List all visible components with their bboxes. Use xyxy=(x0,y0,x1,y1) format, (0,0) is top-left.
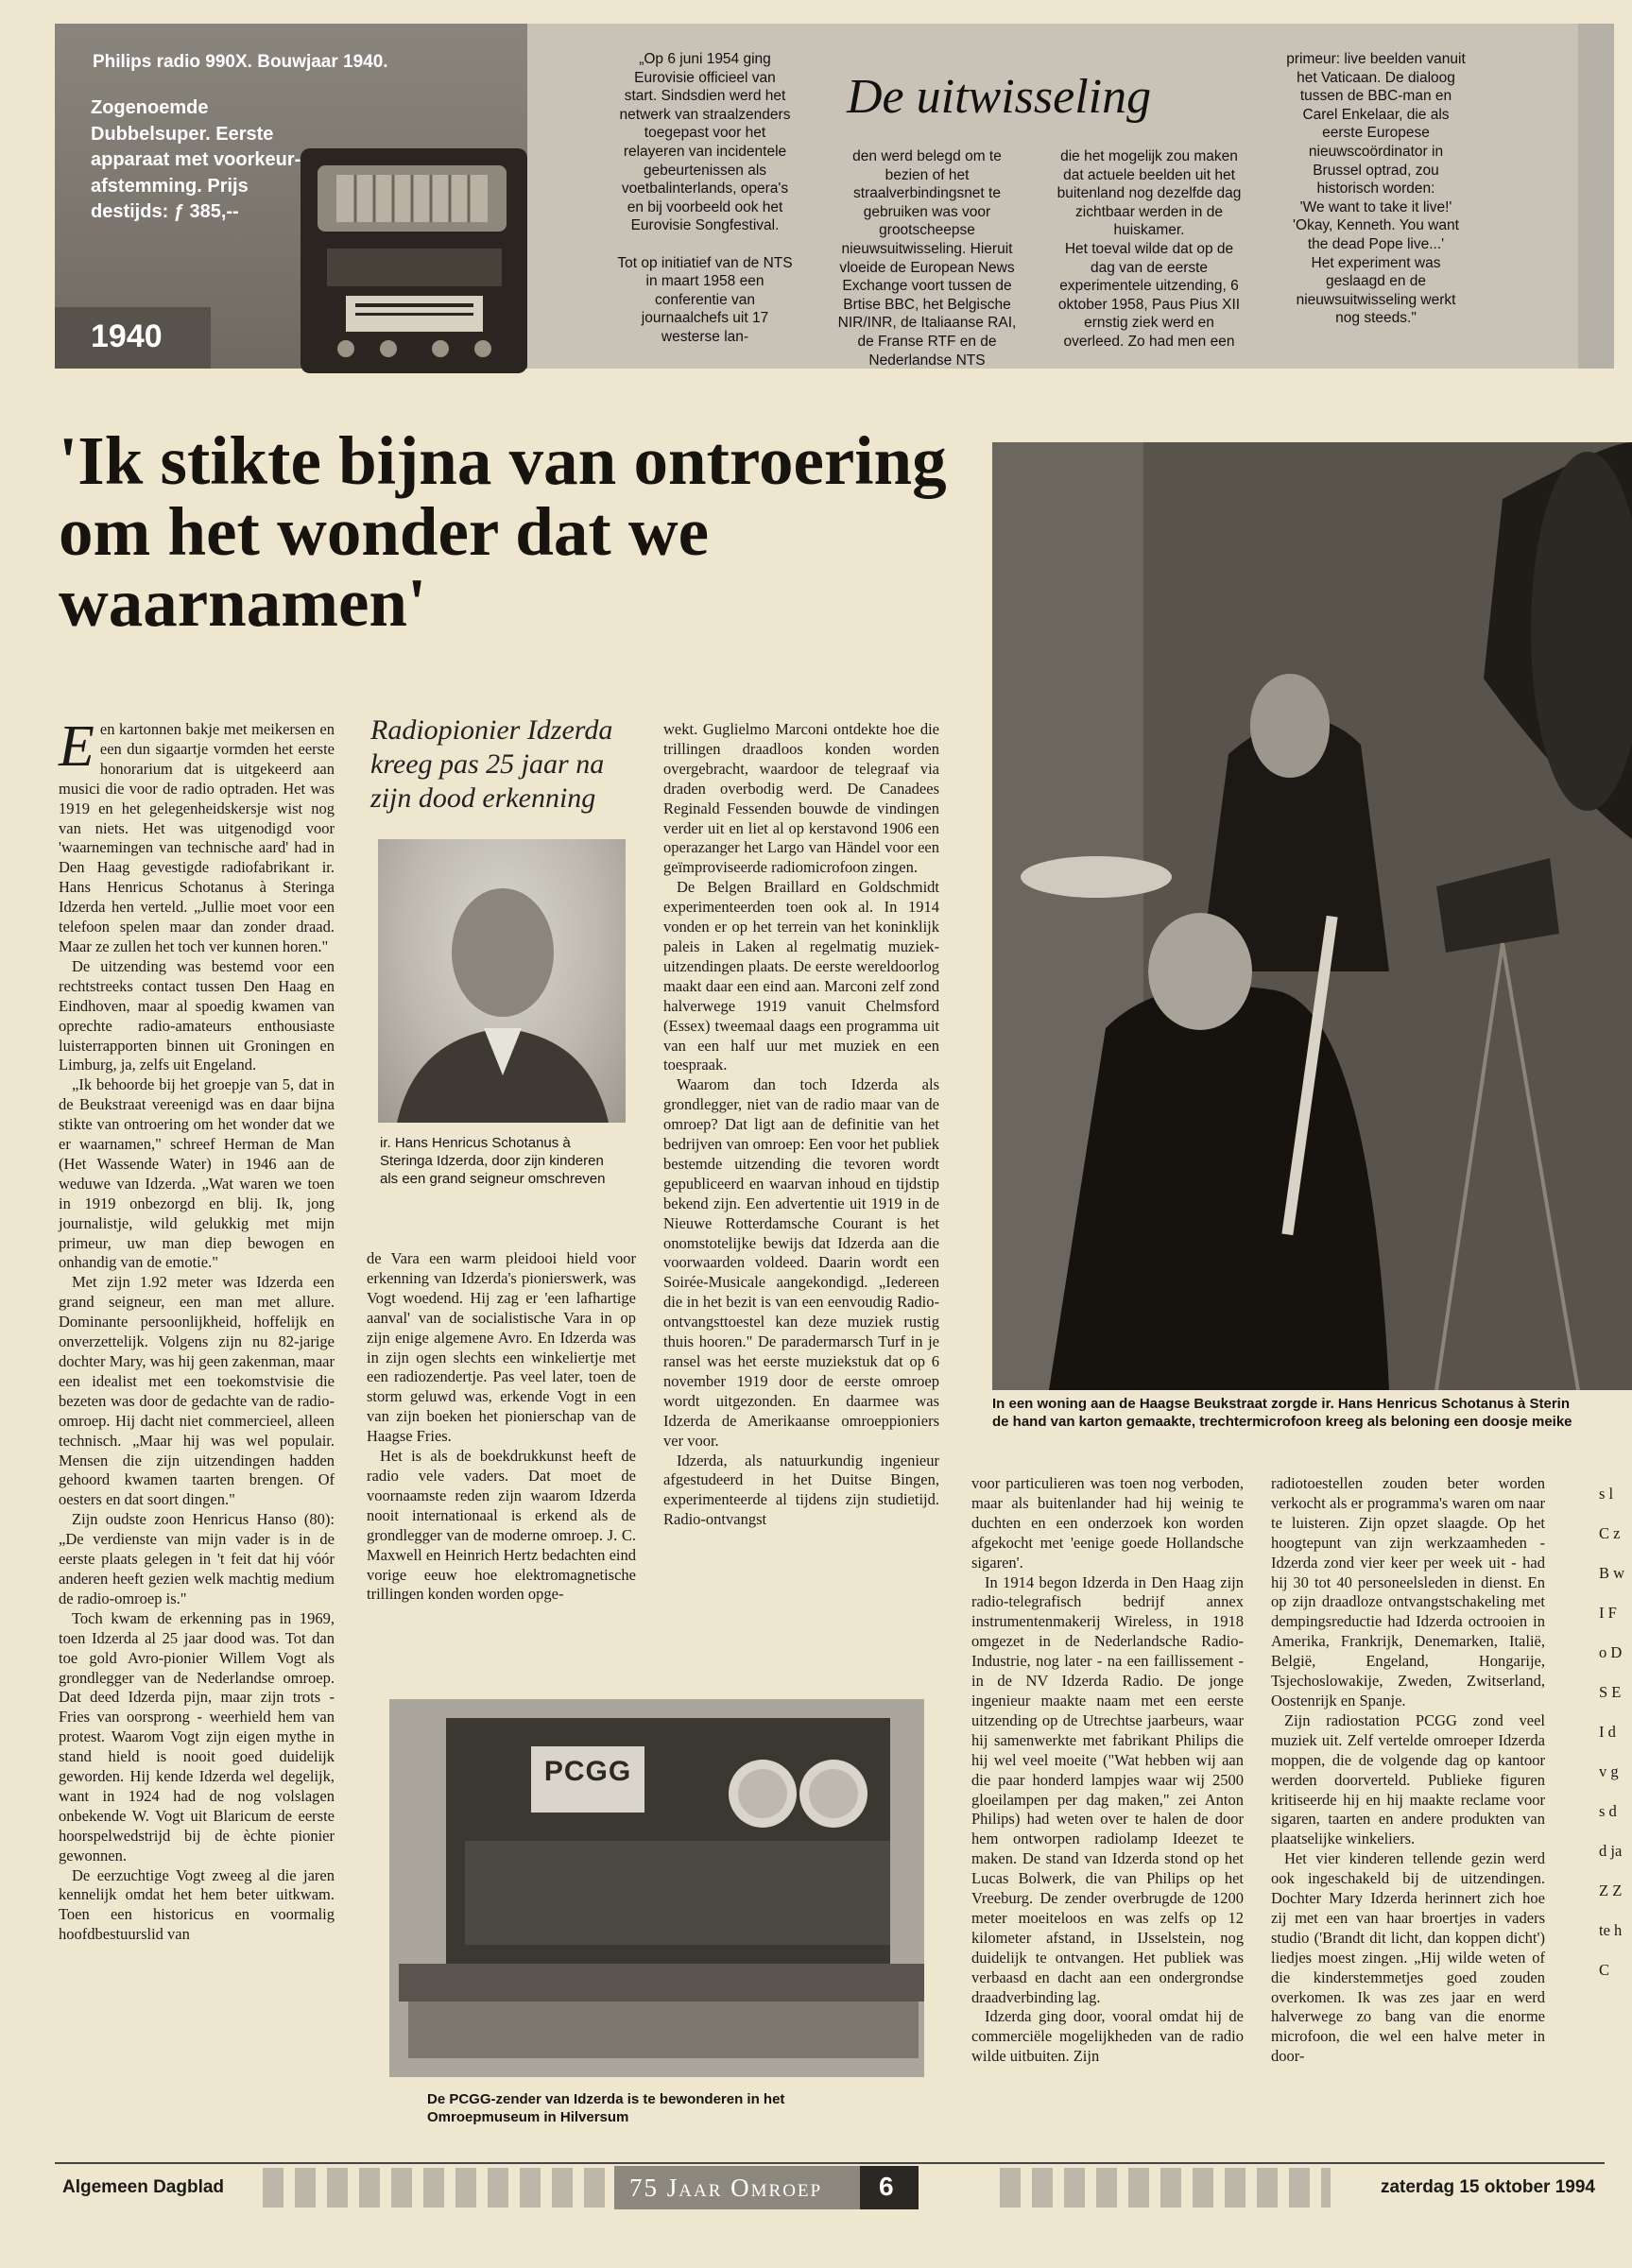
banner-col-4: primeur: live beelden vanuit het Vaticaan. De dialoog tussen de BBC-man en Carel Enkelaar, die als eerste Europese nieuwscoördinator in Brussel optrad, zou historisch worden: 'We want to take it live!' 'Okay, Kenneth. You want the dead Pope live...' Het experiment was geslaagd en de nieuwsuitwisseling werkt nog steeds." xyxy=(1286,51,1466,327)
article-column-2 xyxy=(367,1249,636,1605)
radio-photo-panel xyxy=(55,24,527,369)
footer-section-title: 75 Jaar Omroep xyxy=(629,2174,823,2202)
pcgg-transmitter-icon xyxy=(389,1699,924,2077)
banner-right-edge xyxy=(1578,24,1614,369)
footer-stripes-left xyxy=(263,2168,612,2208)
paragraph: De uitzending was bestemd voor een rechtstreeks contact tussen Den Haag en Eindhoven, maar al spoedig kwamen van oprechte radio-amateurs enthousiaste luisterrapporten binnen uit Groningen en Limburg, ja, zelfs uit Engeland. xyxy=(59,956,335,1074)
article-subhead: Radiopionier Idzerda kreeg pas 25 jaar na zijn dood erkenning xyxy=(370,714,613,814)
pcgg-sign: PCGG xyxy=(543,1756,632,1787)
paragraph: voor particulieren was toen nog verboden, maar als buitenlander had hij weinig te duchten en een onderzoek kon worden afgekocht met 'eenige goede Hollandsche sigaren'. xyxy=(971,1474,1244,1572)
footer-date: zaterdag 15 oktober 1994 xyxy=(1380,2177,1595,2197)
main-photo-caption: In een woning aan de Haagse Beukstraat zorgde ir. Hans Henricus Schotanus à Sterin de hand van karton gemaakte, trechtermicrofoon kreeg als beloning een doosje meike xyxy=(992,1396,1572,1430)
drop-cap: E xyxy=(59,714,94,779)
portrait-photo xyxy=(378,839,626,1123)
paragraph: Het is als de boekdrukkunst heeft de radio vele vaders. Dat moet de voornaamste reden zijn waarom Idzerda nooit internationaal is erkend als de grondlegger van de moderne omroep. J. C. Maxwell en Heinrich Hertz bedachten eind vorige eeuw hoe elektromagnetische trillingen konden worden opge- xyxy=(367,1447,636,1604)
transmitter-caption: De PCGG-zender van Idzerda is te bewonderen in het Omroepmuseum in Hilversum xyxy=(427,2091,785,2125)
page-footer xyxy=(55,2162,1605,2211)
banner-title: De uitwisseling xyxy=(847,70,1152,124)
radio-caption-line1: Philips radio 990X. Bouwjaar 1940. xyxy=(93,52,388,72)
footer-stripes-right xyxy=(1000,2168,1331,2208)
musicians-with-horn-microphone-icon xyxy=(992,442,1632,1390)
year-badge xyxy=(55,307,211,369)
article-column-3 xyxy=(663,720,939,1530)
paragraph: In 1914 begon Idzerda in Den Haag zijn radio-telegrafisch bedrijf annex instrumentenmakerij Wireless, in 1918 omgezet in de Nederlandsche Radio-Industrie, nog later - na een faillissement - in de NV Idzerda Radio. De jonge ingenieur maakte naam met een eerste uitzending op de Utrechtse jaarbeurs, waar hij samenwerkte met fabrikant Philips die hij wel veel moeite ("Wat hebben wij aan die paar honderd lampjes waar wij 2500 gloeilampen per dag maken," zei Anton Philips) had weten over te halen de door hem ontworpen radiolamp Ideezet te maken. De stand van Idzerda stond op het Lucas Bolwerk, die van Philips op het Vreeburg. De zender overbrugde de 1200 meter moeiteloos en was zelfs op 12 kilometer afstand, in IJsselstein, nog duidelijk te ontvangen. Het publiek was verbaasd en dacht aan een ondergrondse draadverbinding lag. xyxy=(971,1572,1244,2006)
transmitter-photo xyxy=(389,1699,924,2077)
paragraph: De eerzuchtige Vogt zweeg al die jaren kennelijk omdat het hem beter uitkwam. Toen een historicus en voormalig hoofdbestuurslid van xyxy=(59,1865,335,1944)
paragraph: Idzerda, als natuurkundig ingenieur afgestudeerd in het Duitse Bingen, experimenteerde al tijdens zijn studietijd. Radio-ontvangst xyxy=(663,1451,939,1529)
footer-page-number: 6 xyxy=(879,2172,894,2201)
portrait-caption: ir. Hans Henricus Schotanus à Steringa Idzerda, door zijn kinderen als een grand seigneur omschreven xyxy=(380,1135,606,1187)
paragraph: de Vara een warm pleidooi hield voor erkenning van Idzerda's pionierswerk, was Vogt woedend. Hij zag er 'een lafhartige aanval' van de socialistische Vara in op zijn enige algemene Avro. En Idzerda was in zijn ogen slechts een winkeliertje met een radiozendertje. Pas veel later, toen de storm geluwd was, erkende Vogt in een van zijn boeken het pionierschap van de Haagse Fries. xyxy=(367,1249,636,1446)
paragraph: Toch kwam de erkenning pas in 1969, toen Idzerda al 25 jaar dood was. Tot dan toe gold Avro-pionier Willem Vogt als grondlegger van de Nederlandse omroep. Dat deed Idzerda pijn, maar zijn trots - Fries van oorsprong - weerhield hem van protest. Waarom Vogt zijn eigen mythe in stand hield is nooit goed duidelijk geworden. Hij kende Idzerda wel degelijk, want in 1924 had de nog volslagen onbekende W. Vogt uit Blaricum de eerste hoorspelwedstrijd bij de èchte pionier gewonnen. xyxy=(59,1608,335,1864)
footer-page-box xyxy=(860,2166,919,2209)
footer-section-box xyxy=(614,2166,919,2209)
paragraph: „Ik behoorde bij het groepje van 5, dat in de Beukstraat vereenigd was en daar bijna stikte van ontroering om het wonder dat we er waarnamen," schreef Herman de Man (Het Wassende Water) in 1946 aan de weduwe van Idzerda. „Wat waren we toen in 1919 onbezorgd en blij. Ik, jong journalistje, wild gelukkig met mijn primeur, uw man diep bewogen en onhandig van de emotie." xyxy=(59,1075,335,1272)
article-column-1 xyxy=(59,714,335,1945)
main-photo xyxy=(992,442,1632,1390)
paragraph: Idzerda ging door, vooral omdat hij de commerciële mogelijkheden van de radio wilde uitbuiten. Zijn xyxy=(971,2007,1244,2066)
article-headline: 'Ik stikte bijna van ontroering om het wonder dat we waarnamen' xyxy=(59,422,947,641)
footer-paper-name: Algemeen Dagblad xyxy=(62,2177,225,2197)
article-column-5 xyxy=(1271,1474,1545,2067)
year-label: 1940 xyxy=(91,318,163,354)
paragraph: De Belgen Braillard en Goldschmidt experimenteerden toen ook al. In 1914 vonden er op het terrein van het koninklijk paleis in Laken al regelmatig muziek-uitzendingen plaats. De eerste wereldoorlog maakt daar een eind aan. Marconi zelf zond halverwege 1919 vanuit Chelmsford (Essex) tweemaal daags een programma uit van een half uur met muziek en een toespraak. xyxy=(663,878,939,1074)
banner-col-1: „Op 6 juni 1954 ging Eurovisie officieel van start. Sindsdien werd het netwerk van straalzenders toegepast voor het relayeren van incidentele gebeurtenissen als voetbalinterlands, opera's en bij voorbeeld ook het Eurovisie Songfestival. Tot op initiatief van de NTS in maart 1958 een conferentie van journaalchefs uit 17 westerse lan- xyxy=(617,51,793,345)
top-banner xyxy=(55,24,1614,369)
paragraph: Waarom dan toch Idzerda als grondlegger, niet van de radio maar van de omroep? Dat ligt aan de definitie van het bedrijven van omroep: Een voor het publiek bestemde uitzending die tevoren wordt gepubliceerd en waarvan inhoud en tijdstip bekend zijn. Een advertentie uit 1919 in de Nieuwe Rotterdamsche Courant is het onomstotelijke bewijs dat Idzerda aan die voorwaarden voldeed. Daarin wordt een Soirée-Musicale aangekondigd. „Iedereen die in het bezit is van een eenvoudig Radio-ontvangsttoestel kan deze muziek rustig thuis hooren." De paradermarsch Turf in je ransel was het eerste muziekstuk dat op 6 november 1919 door de eerste omroep wordt uitgezonden. En daarmee was Idzerda de Amerikaanse omroeppioniers ver voor. xyxy=(663,1075,939,1450)
philips-radio-illustration xyxy=(299,145,530,383)
banner-col-2: den werd belegd om te bezien of het straalverbindingsnet te gebruiken was voor grootscheepse nieuwsuitwisseling. Hieruit vloeide de European News Exchange voort tussen de Brtise BBC, het Belgische NIR/INR, de Italiaanse RAI, de Franse RTF en de Nederlandse NTS xyxy=(837,148,1017,369)
portrait-figure-icon xyxy=(378,839,626,1123)
paragraph: radiotoestellen zouden beter worden verkocht als er programma's waren om naar te luisteren. Zijn opzet slaagde. Op het hoogtepunt van zijn werkzaamheden - Idzerda zond vier keer per week uit - had hij 30 tot 40 personeelsleden in dienst. En op zijn draadloze ontvangstschakeling met dempingsreductie had Idzerda octrooien in Amerika, Frankrijk, Denemarken, Italië, België, Engeland, Hongarije, Tsjechoslowakije, Zweden, Zwitserland, Oostenrijk en Spanje. xyxy=(1271,1474,1545,1710)
paragraph: wekt. Guglielmo Marconi ontdekte hoe die trillingen draadloos konden worden overgebracht, waardoor de telegraaf via draden overbodig werd. De Canadees Reginald Fessenden bouwde de vindingen verder uit en liet al op kerstavond 1906 een operazanger het Largo van Händel voor een geïmproviseerde radiomicrofoon zingen. xyxy=(663,720,939,877)
article-column-4 xyxy=(971,1474,1244,2067)
article-column-6-fragments: s l C z B w I F o D S E I d v g s d d ja Z Z te h C xyxy=(1599,1485,1625,1979)
paragraph: Het vier kinderen tellende gezin werd ook ingeschakeld bij de uitzendingen. Dochter Mary Idzerda herinnert zich hoe zij met een van haar broertjes in vaders studio ('Brandt dit licht, dan koppen dicht') liedjes moest zingen. „Hij wilde weten of die kinderstemmetjes goed zouden overkomen. Ik was zes jaar en werd halverwege zo bang van die enorme microfoon, die wel een halve meter in door- xyxy=(1271,1849,1545,2066)
radio-caption: Zogenoemde Dubbelsuper. Eerste apparaat met voorkeur-afstemming. Prijs destijds: ƒ 385,-- xyxy=(91,97,301,222)
paragraph: Zijn radiostation PCGG zond veel muziek uit. Zelf vertelde omroeper Idzerda moppen, die de volgende dag op kantoor werden doorverteld. Publieke figuren kritiseerde hij en hij maakte reclame voor sigaren, taarten en andere produkten van plaatselijke winkeliers. xyxy=(1271,1710,1545,1848)
footer-rule xyxy=(55,2162,1605,2164)
paragraph: Zijn oudste zoon Henricus Hanso (80): „De verdienste van mijn vader is in de eerste plaats gelegen in 't feit dat hij vóór anderen heeft gezien welk machtig medium de radio-omroep is." xyxy=(59,1510,335,1607)
paragraph: Met zijn 1.92 meter was Idzerda een grand seigneur, een man met allure. Dominante persoonlijkheid, hoffelijk en onverzettelijk. Volgens zijn nu 82-jarige dochter Mary, was hij geen zakenman, maar een idealist met een toekomstvisie die bezeten was door de gedachte van de radio-omroep. Hij dacht niet commercieel, alleen technisch. „Maar hij was wel populair. Mensen die zijn uitzendingen hadden gehoord kwamen taarten brengen. Of oesters en dat soort dingen." xyxy=(59,1273,335,1509)
paragraph: en kartonnen bakje met meikersen en een dun sigaartje vormden het eerste honorarium dat is uitgekeerd aan musici die voor de radio optraden. Het was 1919 en het gelegenheidskersje wist nog van niets. Het was uitgenodigd voor 'waarnemingen van technische aard' had in Den Haag gevestigde radiofabrikant ir. Hans Henricus Schotanus à Steringa Idzerda hen verteld. „Jullie moet voor een telefoon spelen maar dan zonder draad. Maar ze zullen het toch ver kunnen horen." xyxy=(59,720,335,955)
banner-col-3: die het mogelijk zou maken dat actuele beelden uit het buitenland nog dezelfde dag zichtbaar werden in de huiskamer. Het toeval wilde dat op de dag van de eerste experimentele uitzending, 6 oktober 1958, Paus Pius XII ernstig ziek werd en overleed. Zo had men een xyxy=(1057,148,1242,350)
